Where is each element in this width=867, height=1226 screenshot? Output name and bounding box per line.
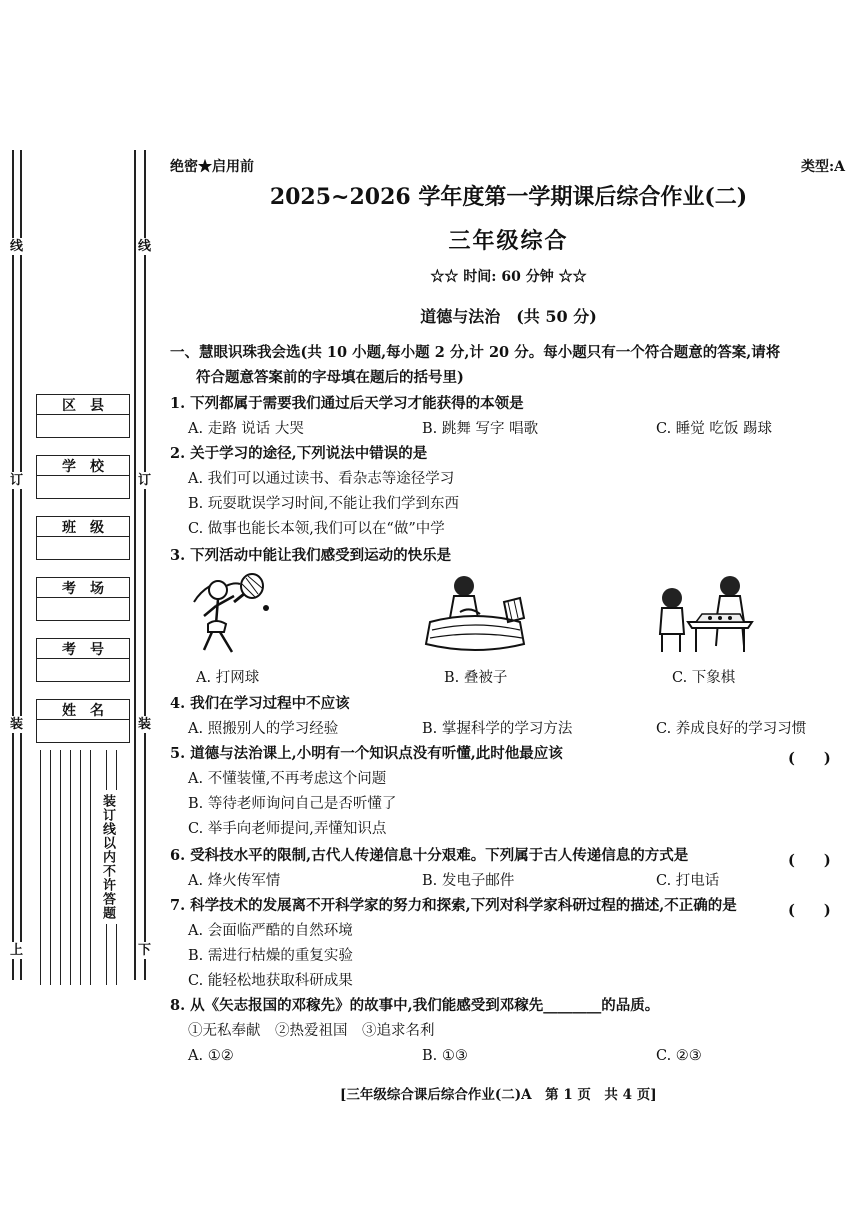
time-limit: ☆☆ 时间: 60 分钟 ☆☆ bbox=[430, 269, 587, 285]
binding-marker: 装 bbox=[10, 717, 24, 732]
field-label: 姓名 bbox=[37, 700, 129, 720]
binding-marker: 下 bbox=[138, 943, 152, 958]
binding-line bbox=[12, 150, 14, 980]
option: A. 照搬别人的学习经验 bbox=[188, 721, 339, 737]
binding-marker: 线 bbox=[10, 239, 24, 254]
answer-blank[interactable]: ( ) bbox=[788, 750, 831, 767]
option: A. 我们可以通过读书、看杂志等途径学习 bbox=[188, 471, 455, 487]
binding-marker: 线 bbox=[138, 239, 152, 254]
question-stem: 7. 科学技术的发展离不开科学家的努力和探索,下列对科学家科研过程的描述,不正确的是 bbox=[170, 897, 737, 914]
field-label: 考场 bbox=[37, 578, 129, 598]
question-stem: 8. 从《矢志报国的邓稼先》的故事中,我们能感受到邓稼先________的品质。 bbox=[170, 997, 660, 1014]
part-instruction: 一、慧眼识珠我会选(共 10 小题,每小题 2 分,计 20 分。每小题只有一个符合题意的答案,请将 bbox=[170, 344, 781, 361]
field-label: 区县 bbox=[37, 395, 129, 415]
option: C. 养成良好的学习习惯 bbox=[656, 721, 807, 737]
option: C. 睡觉 吃饭 踢球 bbox=[656, 421, 773, 437]
binding-line bbox=[144, 150, 146, 980]
field-class[interactable] bbox=[36, 516, 130, 560]
question-stem: 2. 关于学习的途径,下列说法中错误的是 bbox=[170, 445, 428, 462]
binding-line bbox=[134, 150, 136, 980]
option: B. 发电子邮件 bbox=[422, 873, 515, 889]
option: B. 需进行枯燥的重复实验 bbox=[188, 948, 353, 964]
page-title: 2025~2026 学年度第一学期课后综合作业(二) bbox=[269, 184, 748, 210]
answer-blank[interactable]: ( ) bbox=[788, 902, 831, 919]
binding-marker: 订 bbox=[138, 473, 152, 488]
section-title: 道德与法治 (共 50 分) bbox=[420, 307, 597, 326]
option: B. 跳舞 写字 唱歌 bbox=[422, 421, 539, 437]
field-school[interactable] bbox=[36, 455, 130, 499]
field-label: 考号 bbox=[37, 639, 129, 659]
field-name[interactable] bbox=[36, 699, 130, 743]
option: C. 能轻松地获取科研成果 bbox=[188, 973, 353, 989]
option: A. ①② bbox=[188, 1048, 234, 1064]
folding-quilt-picture bbox=[420, 572, 530, 662]
binding-marker: 上 bbox=[10, 943, 24, 958]
field-label: 班级 bbox=[37, 517, 129, 537]
binding-marker: 订 bbox=[10, 473, 24, 488]
question-stem: 4. 我们在学习过程中不应该 bbox=[170, 695, 350, 712]
option: B. 玩耍耽误学习时间,不能让我们学到东西 bbox=[188, 496, 459, 512]
chess-picture bbox=[652, 572, 762, 662]
seal-note: 装订线以内不许答题 bbox=[98, 790, 117, 924]
page-footer: [三年级综合课后综合作业(二)A 第 1 页 共 4 页] bbox=[340, 1087, 657, 1103]
sub-options: ①无私奉献 ②热爱祖国 ③追求名利 bbox=[188, 1023, 435, 1039]
option: A. 不懂装懂,不再考虑这个问题 bbox=[188, 771, 387, 787]
option: A. 烽火传军情 bbox=[188, 873, 281, 889]
option: B. ①③ bbox=[422, 1048, 468, 1064]
option: B. 掌握科学的学习方法 bbox=[422, 721, 573, 737]
field-label: 学校 bbox=[37, 456, 129, 476]
option: C. ②③ bbox=[656, 1048, 702, 1064]
option: A. 会面临严酷的自然环境 bbox=[188, 923, 353, 939]
option: C. 做事也能长本领,我们可以在“做”中学 bbox=[188, 521, 445, 537]
page-subtitle: 三年级综合 bbox=[448, 228, 569, 254]
field-district[interactable] bbox=[36, 394, 130, 438]
field-exam-number[interactable] bbox=[36, 638, 130, 682]
option: A. 走路 说话 大哭 bbox=[188, 421, 304, 437]
part-instruction: 符合题意答案前的字母填在题后的括号里) bbox=[196, 369, 464, 386]
binding-margin bbox=[10, 150, 152, 980]
tennis-picture bbox=[186, 572, 276, 662]
question-stem: 6. 受科技水平的限制,古代人传递信息十分艰难。下列属于古人传递信息的方式是 bbox=[170, 847, 689, 864]
question-stem: 1. 下列都属于需要我们通过后天学习才能获得的本领是 bbox=[170, 395, 524, 412]
secret-label: 绝密★启用前 bbox=[170, 159, 254, 175]
binding-line bbox=[20, 150, 22, 980]
question-stem: 3. 下列活动中能让我们感受到运动的快乐是 bbox=[170, 547, 452, 564]
option: C. 打电话 bbox=[656, 873, 720, 889]
option: B. 叠被子 bbox=[444, 670, 508, 686]
question-stem: 5. 道德与法治课上,小明有一个知识点没有听懂,此时他最应该 bbox=[170, 745, 563, 762]
option: B. 等待老师询问自己是否听懂了 bbox=[188, 796, 397, 812]
field-exam-room[interactable] bbox=[36, 577, 130, 621]
binding-marker: 装 bbox=[138, 717, 152, 732]
answer-blank[interactable]: ( ) bbox=[788, 852, 831, 869]
option: C. 举手向老师提问,弄懂知识点 bbox=[188, 821, 387, 837]
option: A. 打网球 bbox=[196, 670, 260, 686]
type-label: 类型:A bbox=[800, 159, 845, 175]
option: C. 下象棋 bbox=[672, 670, 736, 686]
